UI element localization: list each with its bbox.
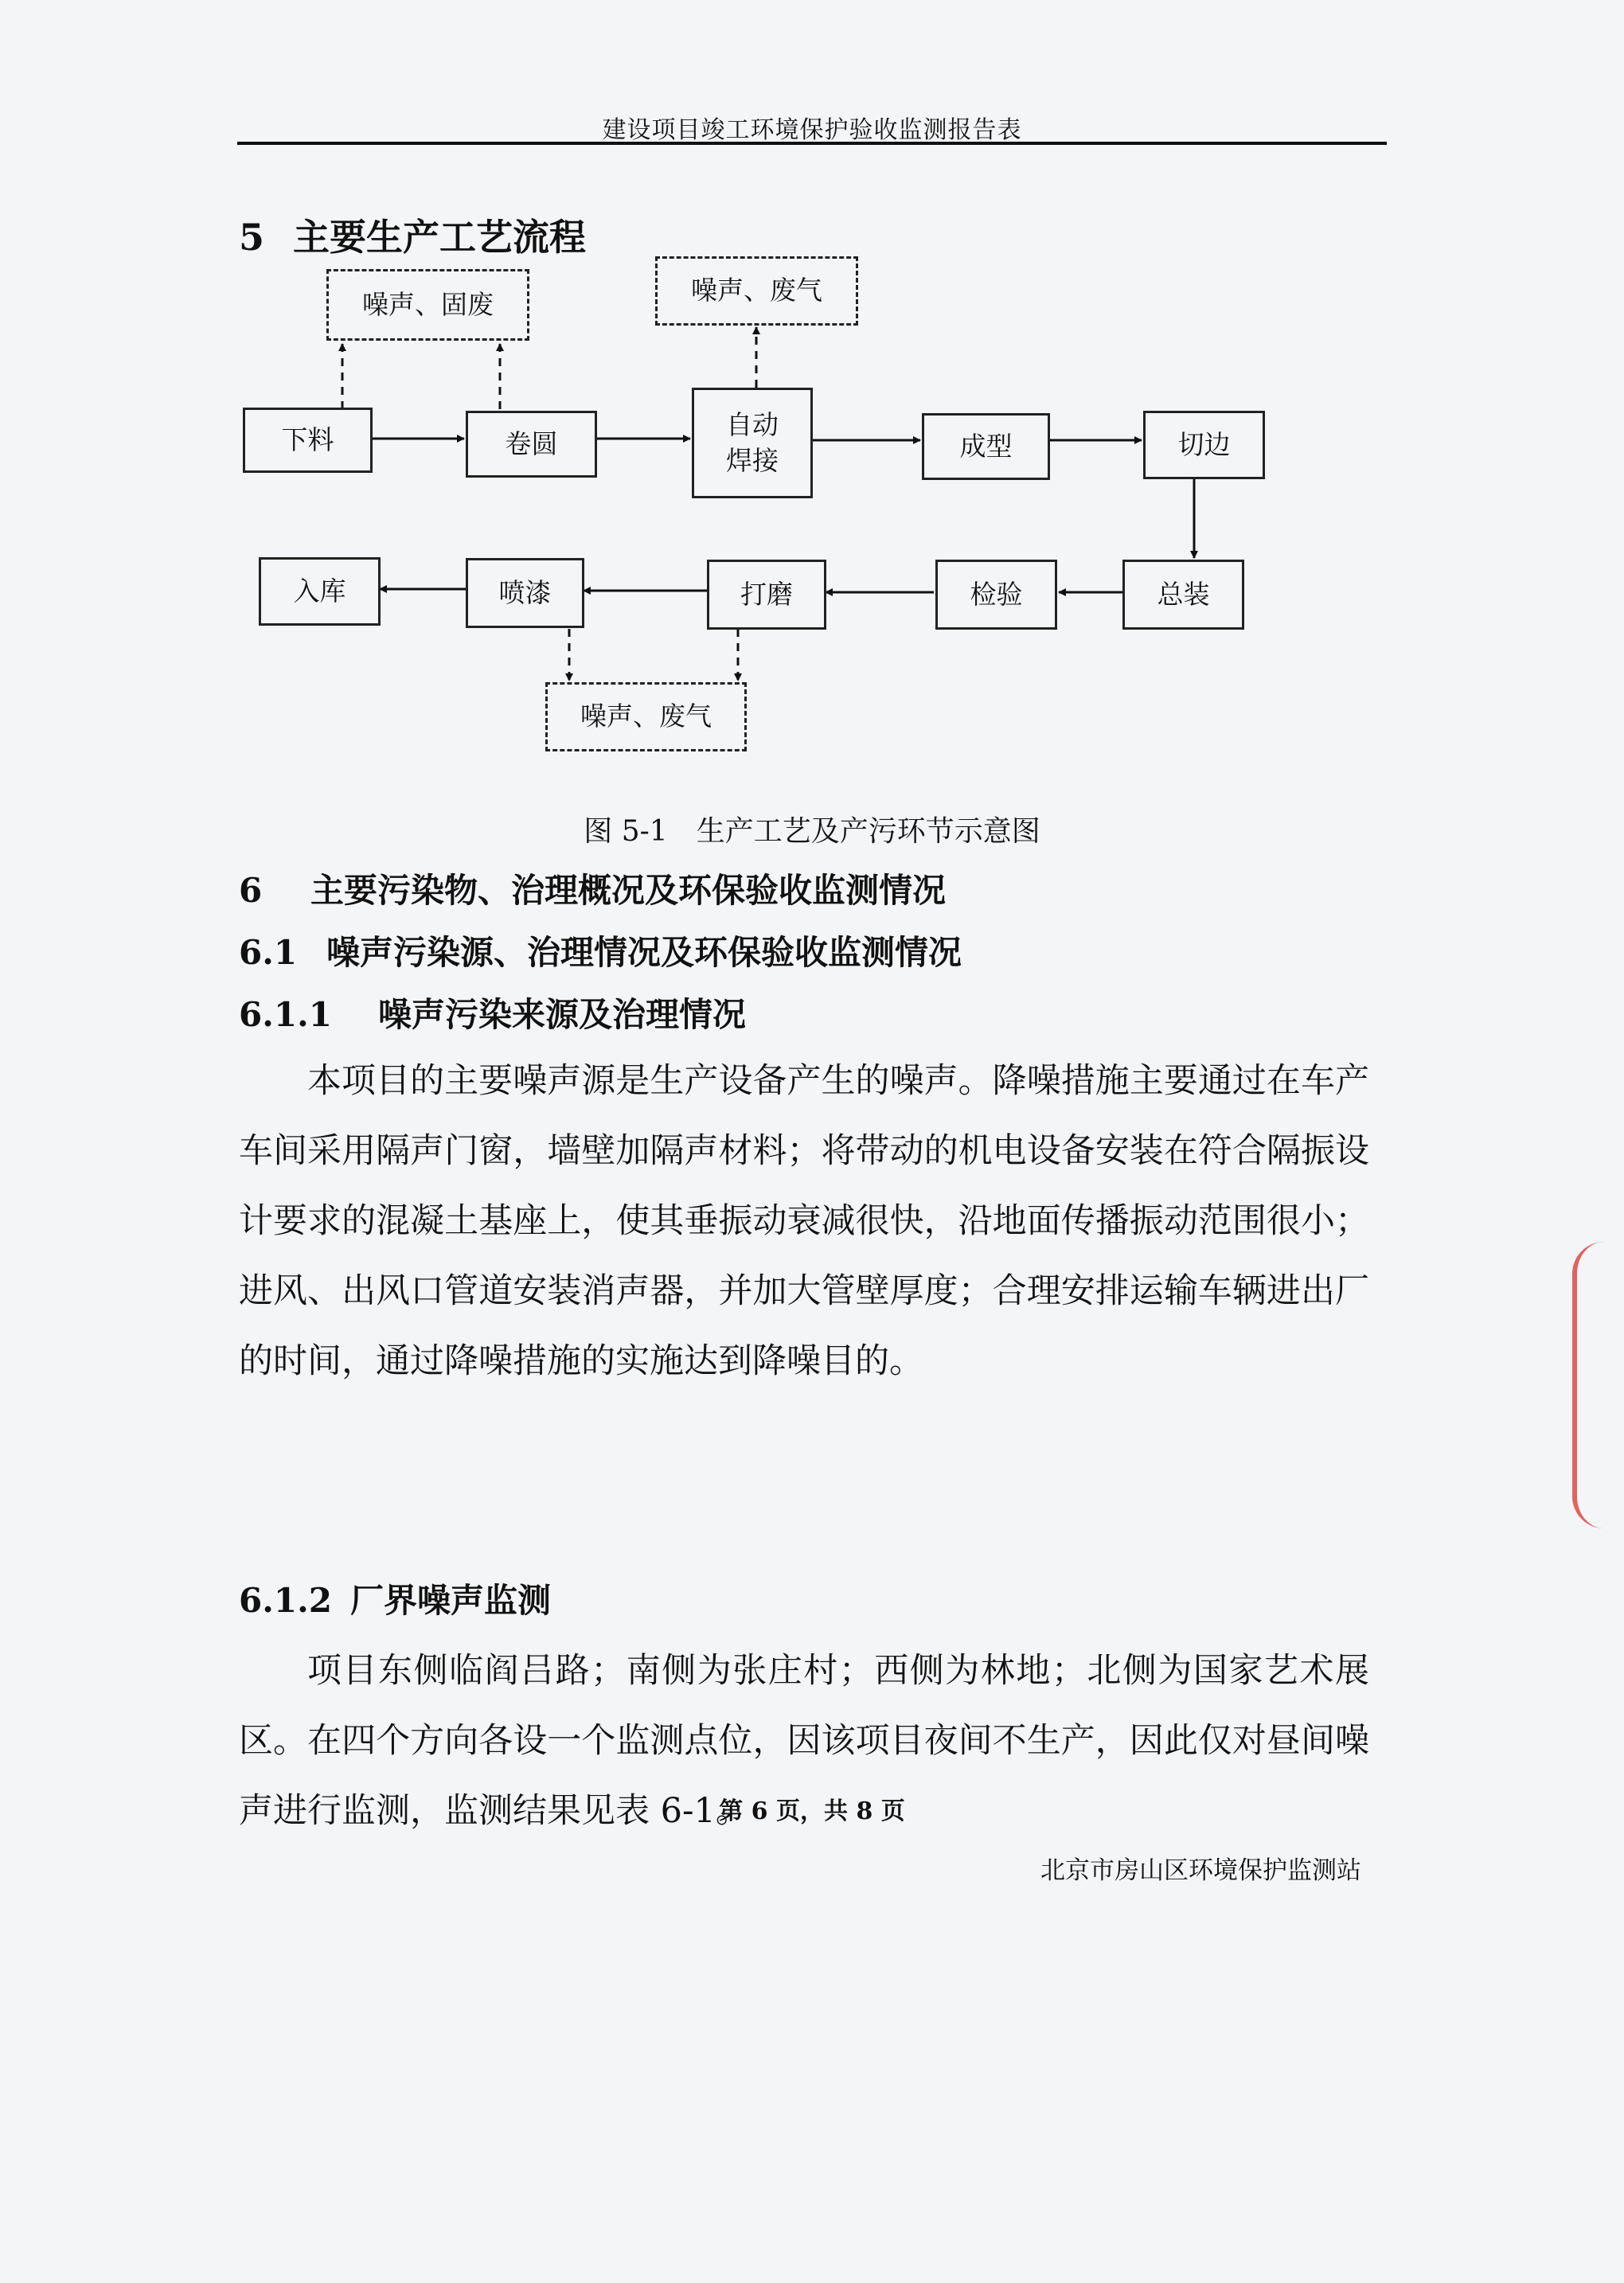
step-label-line1: 自动	[726, 408, 779, 440]
red-seal-stamp	[1572, 1242, 1624, 1528]
step-zidong-hanjie	[692, 388, 813, 498]
section-6-1-2-heading	[239, 1575, 551, 1622]
emission-box-noise-exhaust-bottom	[545, 682, 747, 751]
section-6-1-heading	[239, 927, 962, 974]
emission-box-label: 噪声、废气	[580, 701, 712, 732]
step-label: 总装	[1157, 578, 1210, 610]
step-jianyan	[935, 560, 1057, 630]
step-damo	[707, 560, 826, 630]
section-6-number: 6	[239, 871, 263, 910]
step-label: 入库	[293, 575, 346, 607]
figure-caption: 图 5-1 生产工艺及产污环节示意图	[584, 815, 1040, 848]
section-6-1-title: 噪声污染源、治理情况及环保验收监测情况	[326, 933, 962, 972]
paragraph-boundary-monitoring: 项目东侧临阎吕路；南侧为张庄村；西侧为林地；北侧为国家艺术展区。在四个方向各设一个监测点位，因该项目夜间不生产，因此仅对昼间噪声进行监测，监测结果见表 6-1。	[239, 1651, 1369, 1831]
step-label: 下料	[281, 423, 334, 455]
step-qiebian	[1143, 411, 1265, 479]
step-xialiao	[243, 408, 373, 473]
section-6-1-1-number: 6.1.1	[239, 995, 332, 1034]
organization-name: 北京市房山区环境保护监测站	[1040, 1856, 1361, 1885]
step-label: 成型	[959, 430, 1013, 462]
section-5-number: 5	[239, 216, 265, 259]
emission-box-label: 噪声、废气	[691, 275, 822, 306]
section-5-heading	[239, 209, 586, 261]
step-label-line2: 焊接	[726, 444, 779, 476]
paragraph-noise-sources: 本项目的主要噪声源是生产设备产生的噪声。降噪措施主要通过在车产车间采用隔声门窗，墙壁加隔声材料；将带动的机电设备安装在符合隔振设计要求的混凝土基座上，使其垂振动衰减很快，沿地面传播振动范围很小；进风、出风口管道安装消声器，并加大管壁厚度；合理安排运输车辆进出厂的时间，通过降噪措施的实施达到降噪目的。	[239, 1061, 1369, 1381]
section-6-heading	[239, 864, 946, 912]
section-5-title: 主要生产工艺流程	[293, 216, 586, 259]
emission-box-noise-exhaust-top	[655, 256, 858, 326]
step-ruku	[259, 557, 381, 626]
header-rule	[237, 142, 1387, 145]
section-6-1-2-number: 6.1.2	[239, 1581, 332, 1620]
step-penqi	[466, 558, 584, 628]
step-label: 切边	[1177, 428, 1231, 460]
step-chengxing	[922, 413, 1050, 480]
report-header-title: 建设项目竣工环境保护验收监测报告表	[602, 116, 1022, 144]
step-label: 打磨	[740, 578, 793, 610]
section-6-1-2-title: 厂界噪声监测	[350, 1581, 552, 1620]
step-label: 卷圆	[505, 427, 558, 459]
step-label: 喷漆	[498, 576, 552, 608]
step-juanyuan	[466, 411, 597, 478]
section-6-1-1-title: 噪声污染来源及治理情况	[378, 995, 747, 1034]
emission-box-label: 噪声、固废	[362, 288, 494, 320]
section-6-1-number: 6.1	[239, 933, 298, 972]
step-zongzhuang	[1122, 560, 1244, 630]
page-number: 第 6 页，共 8 页	[719, 1797, 905, 1825]
section-6-1-1-heading	[239, 989, 746, 1036]
emission-box-noise-solid-waste	[326, 269, 529, 341]
section-6-title: 主要污染物、治理概况及环保验收监测情况	[310, 871, 947, 910]
step-label: 检验	[970, 578, 1023, 610]
